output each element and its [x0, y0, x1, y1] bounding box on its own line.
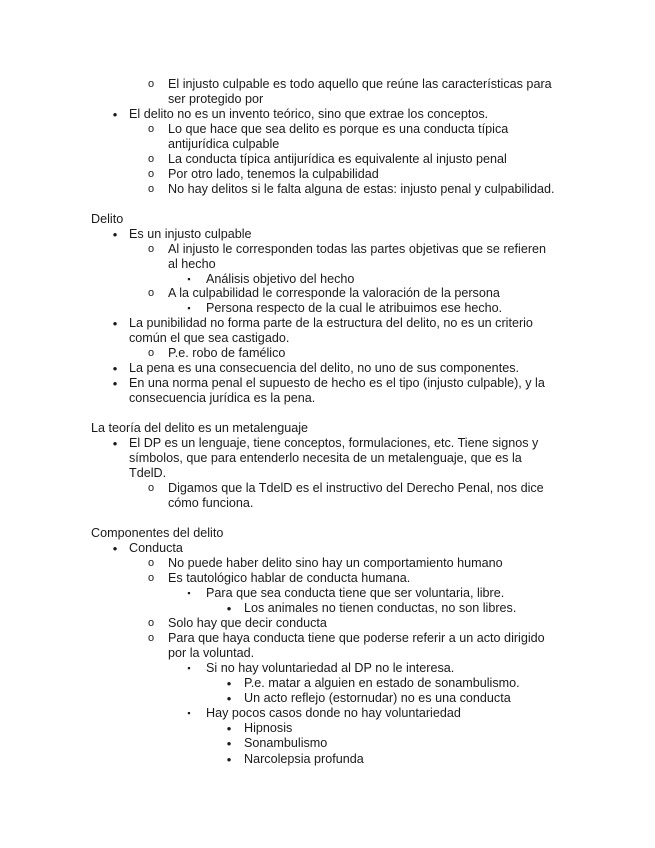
bullet-icon: • [226, 736, 232, 751]
list-item-text: Para que haya conducta tiene que poderse referir a un acto dirigido [168, 631, 545, 645]
circle-bullet-icon: o [147, 617, 155, 629]
section-heading: Delito [91, 212, 124, 226]
list-item-text: Hay pocos casos donde no hay voluntariedad [206, 706, 461, 720]
square-bullet-icon: ▪ [187, 588, 191, 598]
bullet-icon: • [226, 721, 232, 736]
list-item-text: consecuencia jurídica es la pena. [129, 391, 316, 405]
list-item-text: ser protegido por [168, 92, 264, 106]
circle-bullet-icon: o [147, 123, 155, 135]
list-item-text: El DP es un lenguaje, tiene conceptos, formulaciones, etc. Tiene signos y [129, 436, 539, 450]
bullet-icon: • [226, 752, 232, 767]
list-item-text: Por otro lado, tenemos la culpabilidad [168, 167, 379, 181]
bullet-icon: • [112, 361, 118, 376]
list-item-text: El injusto culpable es todo aquello que reúne las características para [168, 77, 552, 91]
circle-bullet-icon: o [147, 572, 155, 584]
list-item-text: símbolos, que para entenderlo necesita de un metalenguaje, que es la [129, 451, 522, 465]
square-bullet-icon: ▪ [187, 663, 191, 673]
list-item-text: La conducta típica antijurídica es equivalente al injusto penal [168, 152, 507, 166]
list-item-text: No puede haber delito sino hay un comportamiento humano [168, 556, 503, 570]
list-item-text: cómo funciona. [168, 496, 254, 510]
circle-bullet-icon: o [147, 347, 155, 359]
circle-bullet-icon: o [147, 243, 155, 255]
circle-bullet-icon: o [147, 632, 155, 644]
bullet-icon: • [112, 227, 118, 242]
list-item-text: Hipnosis [244, 721, 293, 735]
list-item-text: Digamos que la TdelD es el instructivo del Derecho Penal, nos dice [168, 481, 544, 495]
circle-bullet-icon: o [147, 153, 155, 165]
list-item-text: No hay delitos si le falta alguna de estas: injusto penal y culpabilidad. [168, 182, 555, 196]
section-heading: Componentes del delito [91, 526, 224, 540]
bullet-icon: • [112, 107, 118, 122]
bullet-icon: • [112, 376, 118, 391]
list-item-text: TdelD. [129, 466, 167, 480]
list-item-text: El delito no es un invento teórico, sino que extrae los conceptos. [129, 107, 489, 121]
list-item-text: Un acto reflejo (estornudar) no es una conducta [244, 691, 511, 705]
list-item-text: En una norma penal el supuesto de hecho es el tipo (injusto culpable), y la [129, 376, 545, 390]
bullet-icon: • [112, 541, 118, 556]
list-item-text: Es un injusto culpable [129, 227, 252, 241]
list-item-text: Solo hay que decir conducta [168, 616, 327, 630]
circle-bullet-icon: o [147, 482, 155, 494]
list-item-text: A la culpabilidad le corresponde la valoración de la persona [168, 286, 500, 300]
section-heading: La teoría del delito es un metalenguaje [91, 421, 309, 435]
list-item-text: al hecho [168, 257, 216, 271]
list-item-text: Narcolepsia profunda [244, 752, 364, 766]
circle-bullet-icon: o [147, 168, 155, 180]
list-item-text: Al injusto le corresponden todas las partes objetivas que se refieren [168, 242, 547, 256]
circle-bullet-icon: o [147, 183, 155, 195]
list-item-text: Es tautológico hablar de conducta humana. [168, 571, 411, 585]
list-item-text: P.e. robo de famélico [168, 346, 286, 360]
list-item-text: Persona respecto de la cual le atribuimos ese hecho. [206, 301, 503, 315]
square-bullet-icon: ▪ [187, 274, 191, 284]
bullet-icon: • [226, 676, 232, 691]
list-item-text: La pena es una consecuencia del delito, no uno de sus componentes. [129, 361, 519, 375]
bullet-icon: • [112, 316, 118, 331]
circle-bullet-icon: o [147, 557, 155, 569]
list-item-text: Análisis objetivo del hecho [206, 272, 355, 286]
list-item-text: antijurídica culpable [168, 137, 280, 151]
list-item-text: Si no hay voluntariedad al DP no le interesa. [206, 661, 455, 675]
list-item-text: por la voluntad. [168, 646, 255, 660]
list-item-text: Los animales no tienen conductas, no son libres. [244, 601, 517, 615]
list-item-text: P.e. matar a alguien en estado de sonambulismo. [244, 676, 520, 690]
bullet-icon: • [226, 601, 232, 616]
list-item-text: Para que sea conducta tiene que ser voluntaria, libre. [206, 586, 505, 600]
circle-bullet-icon: o [147, 287, 155, 299]
list-item-text: Sonambulismo [244, 736, 328, 750]
list-item-text: Lo que hace que sea delito es porque es una conducta típica [168, 122, 509, 136]
circle-bullet-icon: o [147, 78, 155, 90]
square-bullet-icon: ▪ [187, 708, 191, 718]
list-item-text: común el que sea castigado. [129, 331, 290, 345]
list-item-text: Conducta [129, 541, 183, 555]
list-item-text: La punibilidad no forma parte de la estructura del delito, no es un criterio [129, 316, 533, 330]
square-bullet-icon: ▪ [187, 303, 191, 313]
bullet-icon: • [226, 691, 232, 706]
bullet-icon: • [112, 436, 118, 451]
